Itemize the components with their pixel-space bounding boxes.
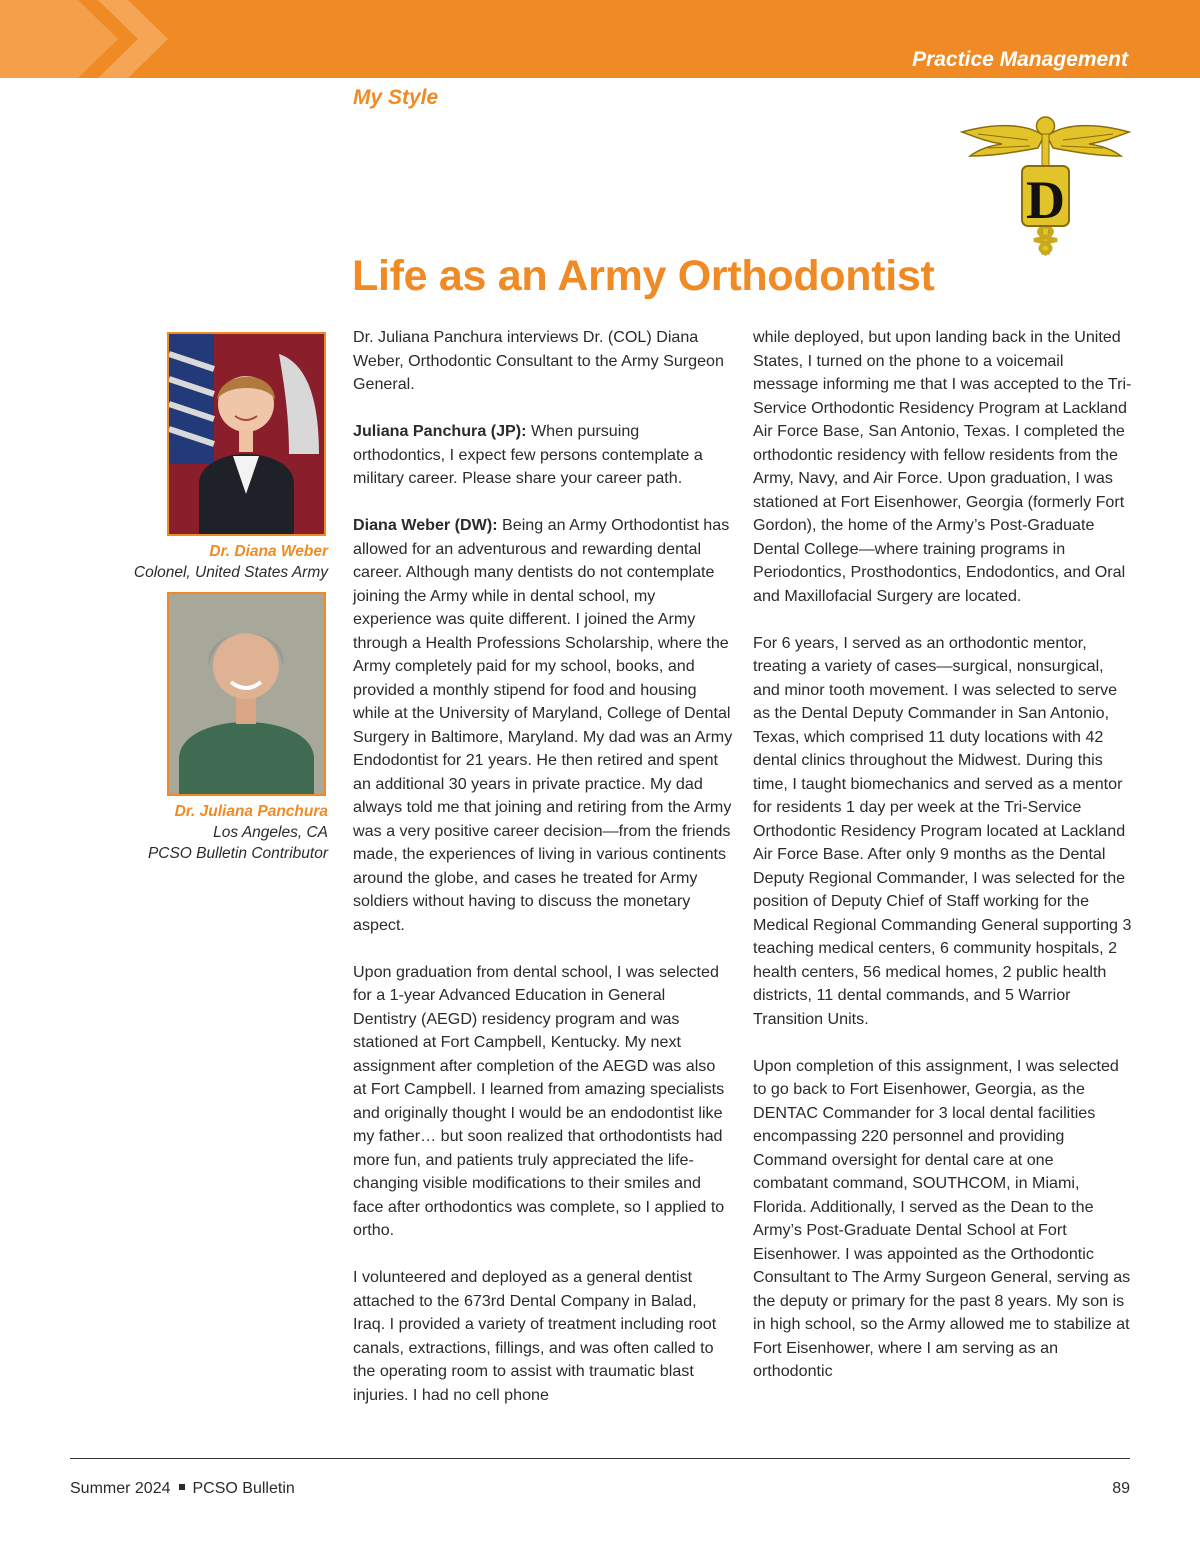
deployment-continued-paragraph: while deployed, but upon landing back in the United States, I turned on the phone to a voicemail message informing me that I was accepted to the Tri-Service Orthodontic Residency Program at Lackland Air Force Base, San Antonio, Texas. I completed the orthodontic residency with fellow residents from the Army, Navy, and Air Force. Upon graduation, I was stationed at Fort Eisenhower, Georgia (formerly Fort Gordon), the home of the Army’s Post-Graduate Dental College—where training programs in Periodontics, Prosthodontics, Endodontics, and Oral and Maxillofacial Surgery are located. — [753, 328, 1132, 605]
issue-label: Summer 2024 — [70, 1480, 171, 1497]
article-title: Life as an Army Orthodontist — [352, 252, 935, 300]
portrait-diana-weber — [167, 332, 326, 536]
question-text: When pursuing orthodontics, I expect few persons contemplate a military career. Please share your career path. — [353, 422, 703, 487]
juliana-panchura-photo-icon — [169, 594, 324, 794]
answer-text: Being an Army Orthodontist has allowed for an adventurous and rewarding dental career. Although many dentists do not contemplate joining the Army while in dental school, my experience was quite different. I joined the Army through a Health Professions Scholarship, where the Army completely paid for my school, books, and provided a monthly stipend for food and housing while at the University of Maryland, College of Dental Surgery in Baltimore, Maryland. My dad was an Army Endodontist for 21 years. He then retired and spent an additional 30 years in private practice. My dad always told me that joining and retiring from the Army was a very positive career decision—from the friends made, the experiences of living in various continents around the globe, and cases he treated for Army soldiers without having to discuss the monetary aspect. — [353, 516, 733, 934]
publication-label: PCSO Bulletin — [192, 1480, 295, 1497]
caption-role: PCSO Bulletin Contributor — [147, 845, 328, 862]
intro-paragraph: Dr. Juliana Panchura interviews Dr. (COL) Diana Weber, Orthodontic Consultant to the Army Surgeon General. — [353, 328, 724, 393]
speaker-dw: Diana Weber (DW): — [353, 516, 498, 534]
answer-paragraph — [353, 514, 733, 937]
header-banner — [0, 0, 1200, 78]
caption-title: Colonel, United States Army — [133, 564, 328, 581]
portrait-juliana-panchura — [167, 592, 326, 796]
article-column-2 — [753, 326, 1133, 1407]
footer-divider — [70, 1458, 1130, 1459]
chevron-arrows-icon — [0, 0, 200, 78]
article-column-1 — [353, 326, 733, 1431]
page-number: 89 — [1112, 1480, 1130, 1497]
department-label: My Style — [353, 86, 439, 109]
mentor-paragraph: For 6 years, I served as an orthodontic mentor, treating a variety of cases—surgical, nonsurgical, and minor tooth movement. I was selected to serve as the Dental Deputy Commander in San Antonio, Texas, which comprised 11 duty locations with 42 dental clinics throughout the Midwest. During this time, I taught biomechanics and served as a mentor for residents 1 day per week at the Tri-Service Orthodontic Residency Program located at Lackland Air Force Base. After only 9 months as the Dental Deputy Regional Commander, I was selected for the position of Deputy Chief of Staff working for the Medical Regional Commanding General supporting 3 teaching medical centers, 6 community hospitals, 2 health centers, 56 medical homes, 2 public health districts, 11 dental commands, and 5 Warrior Transition Units. — [753, 633, 1132, 1028]
graduation-paragraph: Upon graduation from dental school, I was selected for a 1-year Advanced Education in General Dentistry (AEGD) residency program and was stationed at Fort Campbell, Kentucky. My next assignment after completion of the AEGD was also at Fort Campbell. I learned from amazing specialists and originally thought I would be an endodontist like my father… but soon realized that orthodontists had more fun, and patients truly appreciated the life-changing visible modifications to their smiles and face after orthodontics was complete, so I applied to ortho. — [353, 962, 725, 1239]
completion-paragraph: Upon completion of this assignment, I was selected to go back to Fort Eisenhower, Georgia, as the DENTAC Commander for 3 local dental facilities encompassing 220 personnel and providing Command oversight for dental care at one combatant command, SOUTHCOM, in Miami, Florida. Additionally, I served as the Dean to the Army’s Post-Graduate Dental School at Fort Eisenhower. I was appointed as the Orthodontic Consultant to The Army Surgeon General, serving as the deputy or primary for the past 8 years. My son is in high school, so the Army allowed me to stabilize at Fort Eisenhower, where I am serving as an orthodontic — [753, 1056, 1131, 1380]
caption-location: Los Angeles, CA — [213, 824, 328, 841]
emblem-letter: D — [1026, 170, 1065, 230]
footer-issue — [70, 1480, 295, 1498]
section-label: Practice Management — [912, 48, 1128, 71]
square-bullet-icon — [179, 1484, 185, 1490]
caption-diana-weber — [134, 541, 328, 583]
deployment-paragraph: I volunteered and deployed as a general dentist attached to the 673rd Dental Company in Balad, Iraq. I provided a variety of treatment including root canals, extractions, fillings, and was often called to the operating room to assist with traumatic blast injuries. I had no cell phone — [353, 1268, 717, 1404]
caption-juliana-panchura — [148, 801, 328, 864]
caption-name: Dr. Diana Weber — [209, 543, 328, 560]
caption-name: Dr. Juliana Panchura — [174, 803, 328, 820]
dental-corps-emblem-icon — [958, 104, 1133, 259]
diana-weber-photo-icon — [169, 334, 324, 534]
speaker-jp: Juliana Panchura (JP): — [353, 422, 527, 440]
question-paragraph — [353, 420, 733, 491]
